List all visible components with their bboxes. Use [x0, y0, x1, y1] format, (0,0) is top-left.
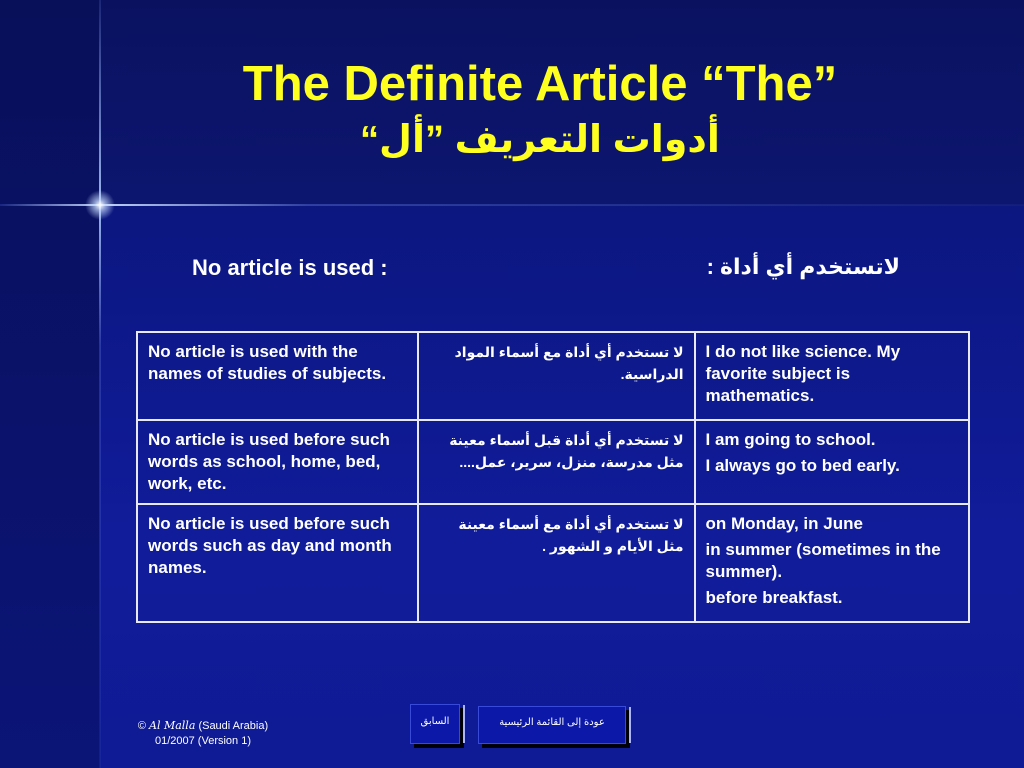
- author-brand: Al Malla: [149, 719, 196, 732]
- table-row: [137, 332, 969, 420]
- author-country: (Saudi Arabia): [198, 720, 269, 732]
- rule-examples-cell: [695, 420, 969, 504]
- rule-arabic-cell: لا تستخدم أي أداة مع أسماء معينة مثل الأيام و الشهور .: [418, 504, 694, 622]
- rule-arabic-cell: لا تستخدم أي أداة قبل أسماء معينة مثل مدرسة، منزل، سرير، عمل....: [418, 420, 694, 504]
- example-line: on Monday, in June: [705, 514, 863, 533]
- copyright-symbol: ©: [137, 720, 146, 732]
- rule-english-cell: No article is used with the names of studies of subjects.: [137, 332, 418, 420]
- example-line: I am going to school.: [705, 430, 876, 449]
- rules-table: [136, 331, 970, 623]
- slide-subtitle-arabic: أدوات التعريف ”أل“: [360, 119, 720, 161]
- rule-arabic-cell: لا تستخدم أي أداة مع أسماء المواد الدراسية.: [418, 332, 694, 420]
- example-line: I do not like science. My favorite subject is mathematics.: [705, 342, 901, 405]
- slide-title: The Definite Article “The”: [242, 57, 838, 111]
- sparkle-decoration: [85, 190, 115, 220]
- table-row: [137, 504, 969, 622]
- example-line: in summer (sometimes in the summer).: [705, 540, 941, 581]
- left-background-band: [0, 0, 100, 768]
- copyright-line: [118, 718, 288, 734]
- home-menu-button[interactable]: عودة إلى القائمة الرئيسية: [478, 706, 626, 744]
- example-line: before breakfast.: [705, 588, 843, 607]
- section-heading-english: No article is used :: [192, 255, 388, 280]
- horizontal-accent-line: [0, 204, 1024, 206]
- date-version: 01/2007 (Version 1): [154, 735, 251, 747]
- rule-english-cell: No article is used before such words as school, home, bed, work, etc.: [137, 420, 418, 504]
- previous-button[interactable]: السابق: [410, 704, 460, 744]
- rule-examples-cell: [695, 504, 969, 622]
- section-heading-arabic: لاتستخدم أي أداة :: [706, 254, 900, 279]
- rule-examples-cell: [695, 332, 969, 420]
- copyright-footer: [118, 718, 288, 749]
- rule-english-cell: No article is used before such words such as day and month names.: [137, 504, 418, 622]
- example-line: I always go to bed early.: [705, 456, 900, 475]
- table-row: [137, 420, 969, 504]
